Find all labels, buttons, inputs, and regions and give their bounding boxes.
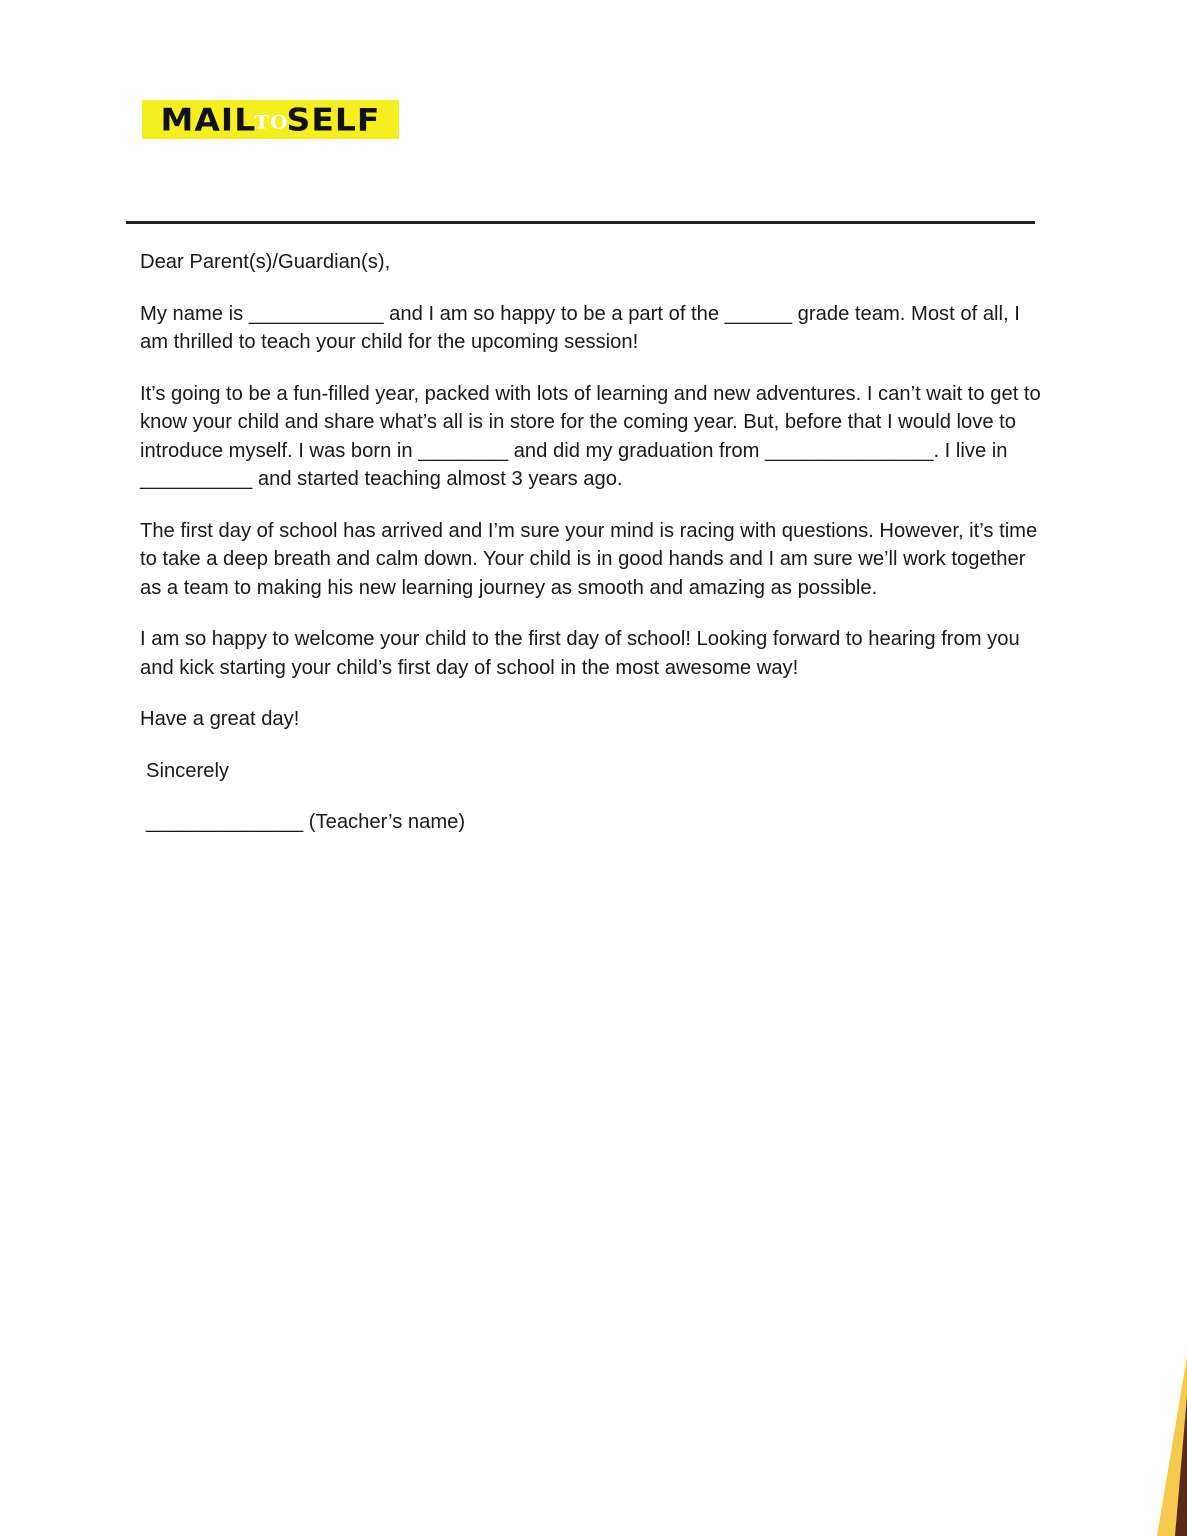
header-divider [126, 221, 1035, 224]
corner-decoration-icon [1157, 1356, 1187, 1536]
salutation: Dear Parent(s)/Guardian(s), [140, 251, 391, 273]
letter-body [140, 248, 1050, 860]
signature-line: ______________ (Teacher’s name) [146, 811, 466, 833]
paragraph-welcome: I am so happy to welcome your child to the first day of school! Looking forward to hearing from you and kick starting your child’s first day of school in the most awesome way! [140, 628, 1020, 679]
paragraph-introduction: My name is ____________ and I am so happy to be a part of the ______ grade team. Most of all, I am thrilled to teach your child for the upcoming session! [140, 302, 1020, 353]
paragraph-about-me: It’s going to be a fun-filled year, packed with lots of learning and new adventures. I can’t wait to get to know your child and share what’s all is in store for the coming year. But, before that I would love to introduce myself. I was born in ________ and did my graduation from _______________. I live in __________ and started teaching almost 3 years ago. [140, 382, 1041, 490]
logo-text: MAILTOSELF [160, 100, 381, 139]
closing-wish: Have a great day! [140, 708, 300, 730]
mailtoself-logo [142, 100, 399, 139]
sign-off: Sincerely [146, 759, 230, 782]
paragraph-first-day: The first day of school has arrived and I’m sure your mind is racing with questions. However, it’s time to take a deep breath and calm down. Your child is in good hands and I am sure we’ll work together as a team to making his new learning journey as smooth and amazing as possible. [140, 519, 1038, 599]
